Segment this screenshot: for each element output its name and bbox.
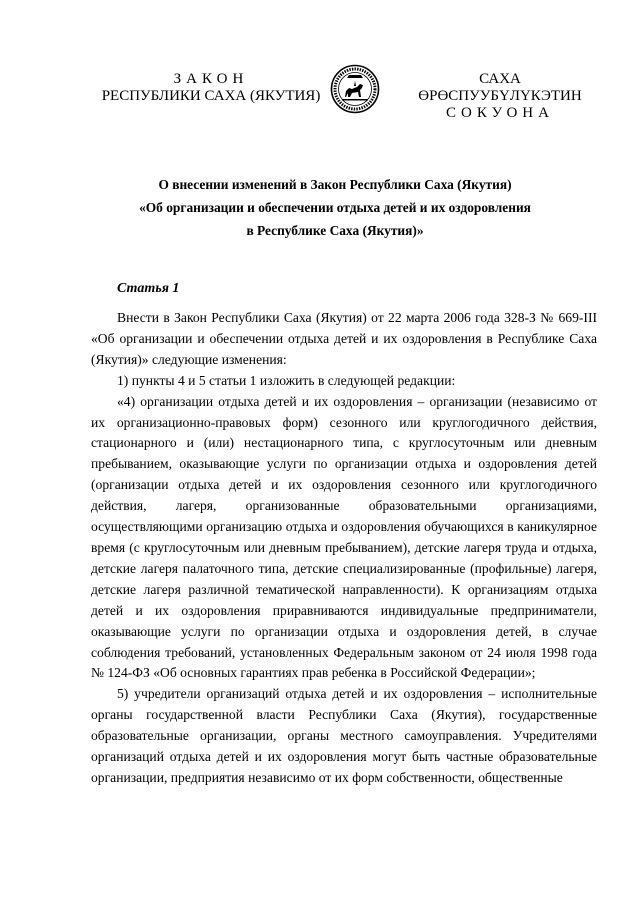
title-line: О внесении изменений в Закон Республики Саха (Якутия): [158, 177, 512, 192]
paragraph-intro: Внести в Закон Республики Саха (Якутия) от 22 марта 2006 года 328-З № 669-III «Об организации и обеспечении отдыха детей и их оздоровления в Республике Саха (Якутия)» следующие изменения:: [91, 310, 597, 367]
header-law-label: ЗАКОН: [173, 71, 249, 87]
document-title: [80, 173, 590, 242]
paragraph-item-1: 1) пункты 4 и 5 статьи 1 изложить в следующей редакции:: [117, 372, 456, 388]
title-line: «Об организации и обеспечении отдыха детей и их оздоровления: [139, 200, 531, 215]
document-body: [91, 308, 597, 789]
header-republic-name: РЕСПУБЛИКИ САХА (ЯКУТИЯ): [101, 88, 321, 104]
title-line: в Республике Саха (Якутия)»: [246, 223, 424, 238]
header-republic-name-sakha: САХА ӨРӨСПУУБҮЛҮКЭТИН: [418, 71, 582, 104]
paragraph-point-5: 5) учредители организаций отдыха детей и их оздоровления – исполнительные органы государственной власти Республики Саха (Якутия), государственные образовательные организации, органы местного самоуправления. Учредителями организаций отдыха детей и их оздоровления могут быть частные образовательные организации, предприятия независимо от их форм собственности, общественные: [91, 686, 597, 785]
header-law-sakha: [408, 71, 592, 122]
article-heading: Статья 1: [117, 281, 180, 296]
coat-of-arms-emblem: [330, 64, 380, 114]
header-law-ru: [100, 71, 322, 105]
header-law-label-sakha: СОКУОНА: [446, 105, 554, 121]
paragraph-point-4: «4) организации отдыха детей и их оздоровления – организации (независимо от их организационно-правовых форм) сезонного или круглогодичного действия, стационарного и (или) нестационарного типа, с круглосуточным или дневным пребыванием, оказывающие услуги по организации отдыха и оздоровления детей (организации отдыха детей и их оздоровления сезонного или круглогодичного действия, лагеря, организованные образовательными организациями, осуществляющими организацию отдыха и оздоровления обучающихся в каникулярное время (с круглосуточным или дневным пребыванием), детские лагеря труда и отдыха, детские лагеря палаточного типа, детские специализированные (профильные) лагеря, детские лагеря различной тематической направленности). К организациям отдыха детей и их оздоровления приравниваются индивидуальные предприниматели, оказывающие услуги по организации отдыха и оздоровления детей, в случае соблюдения требований, установленных Федеральным законом от 24 июля 1998 года № 124-ФЗ «Об основных гарантиях прав ребенка в Российской Федерации»;: [91, 393, 597, 681]
